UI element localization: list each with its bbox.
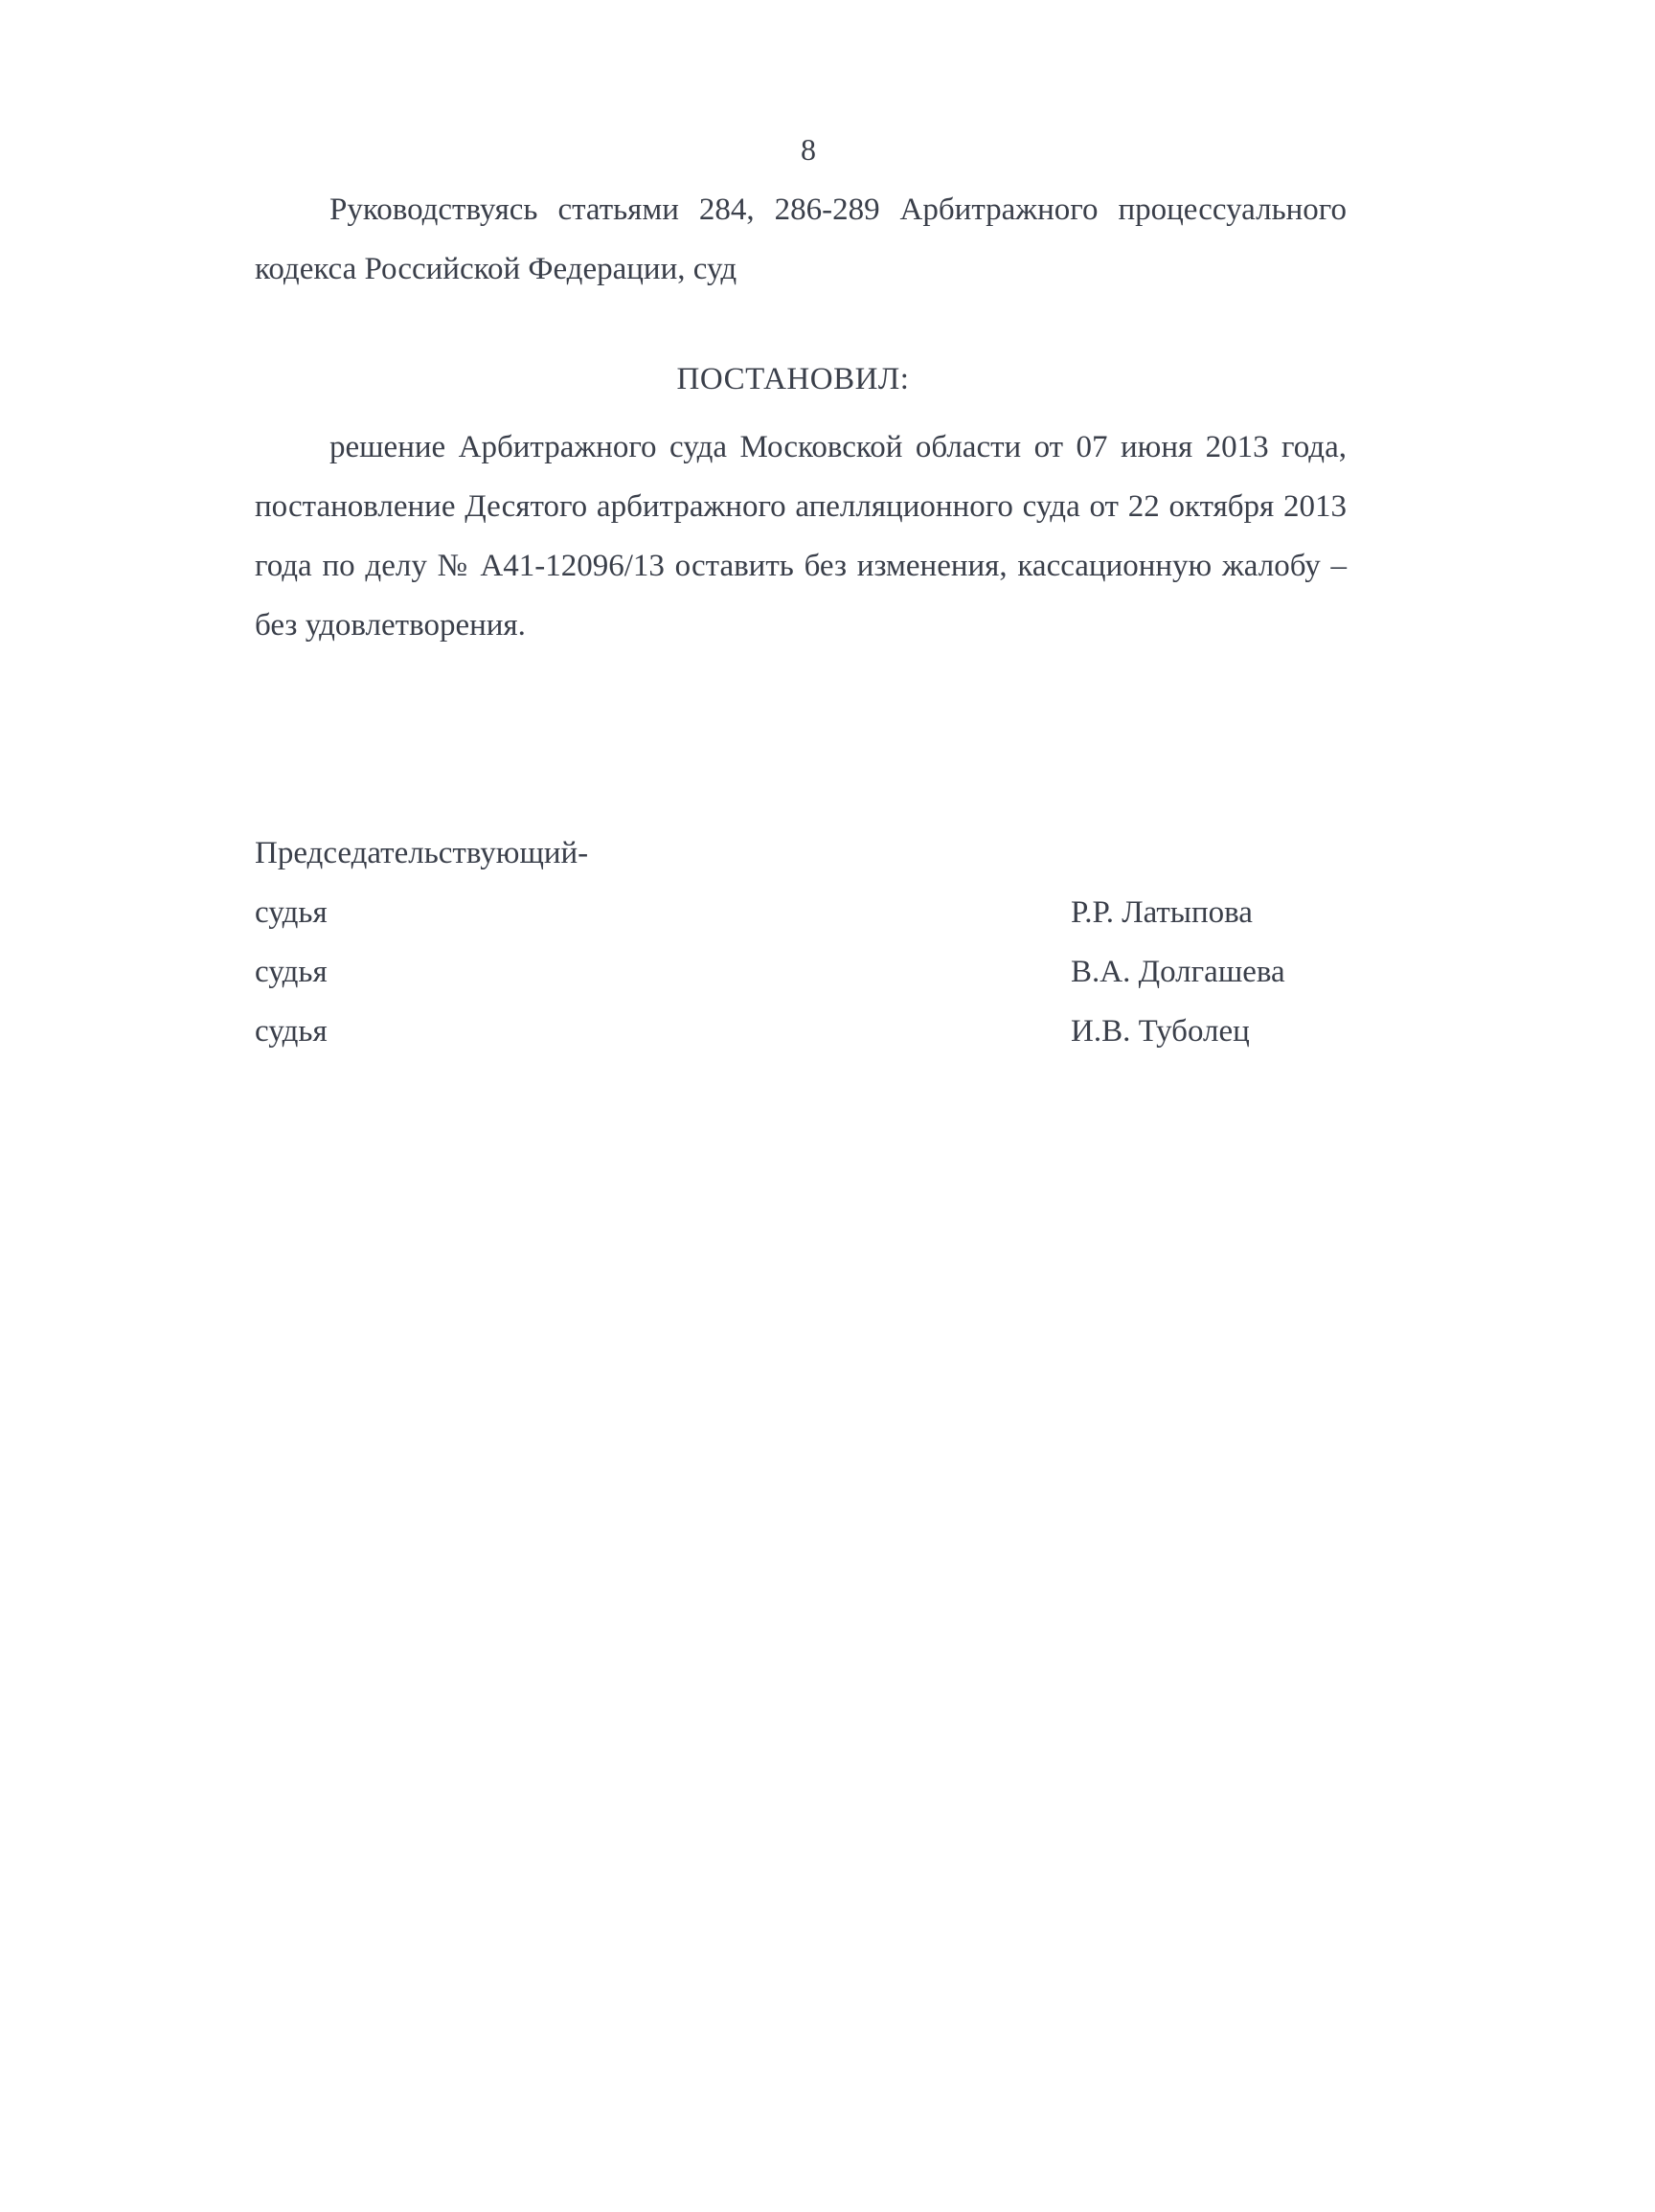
signature-block bbox=[255, 824, 1347, 1061]
signature-name: Р.Р. Латыпова bbox=[1071, 895, 1253, 930]
presiding-label: Председательствующий- bbox=[255, 836, 589, 870]
page-number: 8 bbox=[801, 132, 816, 167]
signature-name: В.А. Долгашева bbox=[1071, 955, 1285, 989]
signature-role: судья bbox=[255, 895, 328, 930]
intro-paragraph: Руководствуясь статьями 284, 286-289 Арбитражного процессуального кодекса Российской Федерации, суд bbox=[255, 192, 1347, 286]
signature-row bbox=[255, 942, 1347, 1002]
signature-role: судья bbox=[255, 1014, 328, 1049]
ruling-block bbox=[255, 418, 1347, 655]
signature-row bbox=[255, 883, 1347, 942]
ruling-paragraph: решение Арбитражного суда Московской области от 07 июня 2013 года, постановление Десятого арбитражного апелляционного суда от 22 октября 2013 года по делу № А41-12096/13 оставить без изменения, кассационную жалобу – без удовлетворения. bbox=[255, 430, 1347, 643]
signature-role: судья bbox=[255, 955, 328, 989]
signature-row bbox=[255, 1002, 1347, 1061]
signature-name: И.В. Туболец bbox=[1071, 1014, 1250, 1049]
intro-block bbox=[255, 180, 1347, 299]
resolution-heading: ПОСТАНОВИЛ: bbox=[676, 362, 910, 396]
